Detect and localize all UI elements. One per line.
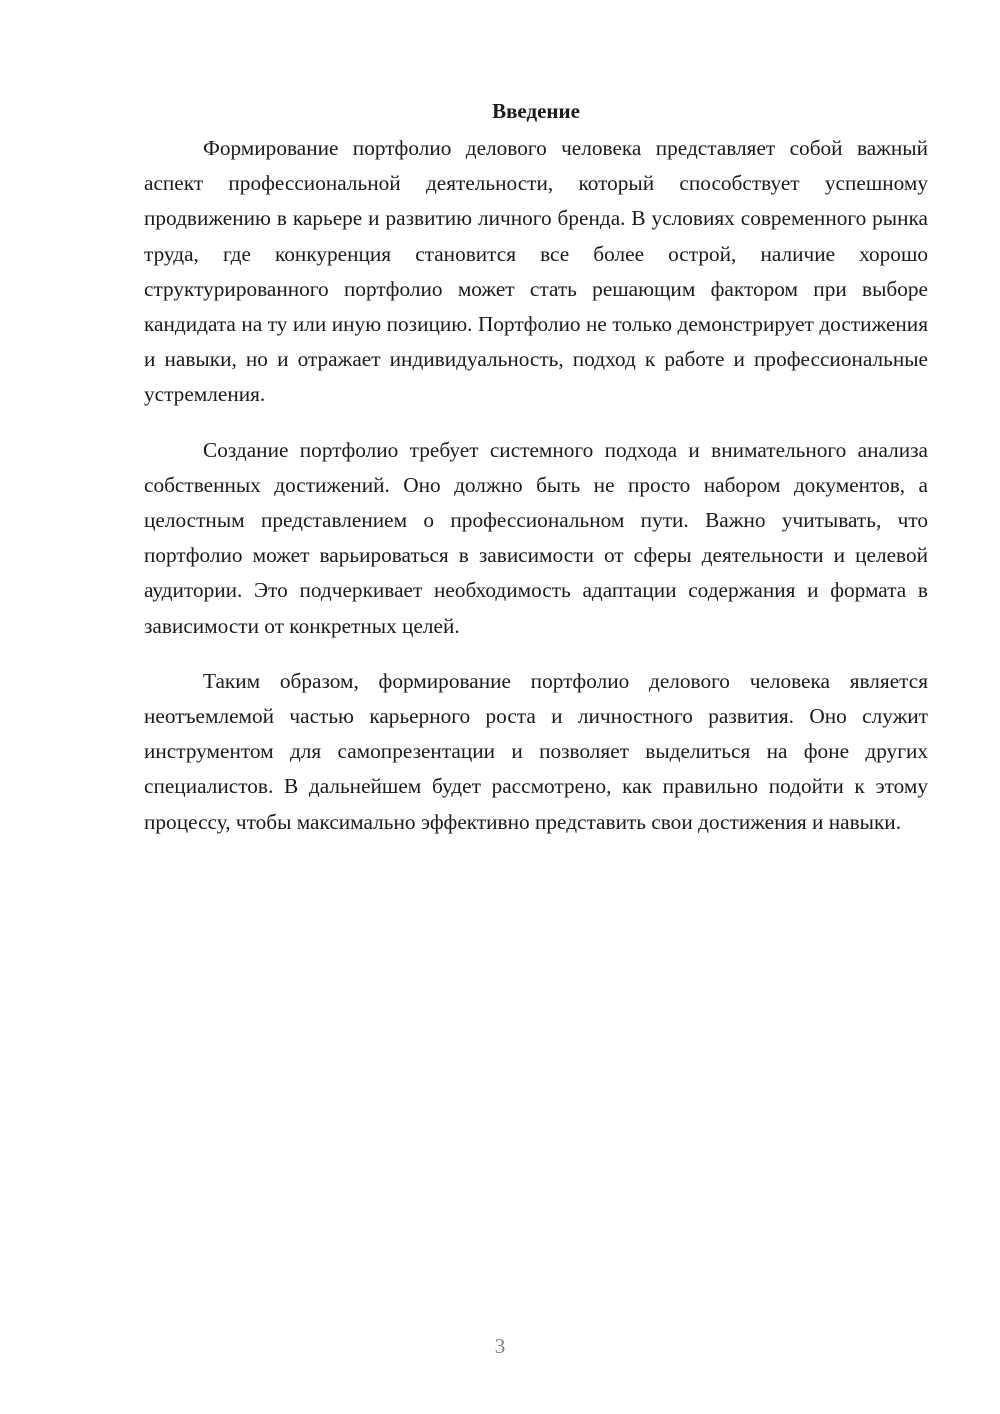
section-title: Введение <box>492 99 580 123</box>
paragraph-2: Создание портфолио требует системного подхода и внимательного анализа собственных достижений. Оно должно быть не просто набором документов, а целостным представлением о профессиональном пути. Важно учитывать, что портфолио может варьироваться в зависимости от сферы деятельности и целевой аудитории. Это подчеркивает необходимость адаптации содержания и формата в зависимости от конкретных целей. <box>144 437 928 638</box>
paragraph-3: Таким образом, формирование портфолио делового человека является неотъемлемой частью карьерного роста и личностного развития. Оно служит инструментом для самопрезентации и позволяет выделиться на фоне других специалистов. В дальнейшем будет рассмотрено, как правильно подойти к этому процессу, чтобы максимально эффективно представить свои достижения и навыки. <box>144 668 928 834</box>
page-content <box>144 96 928 840</box>
page-number: 3 <box>494 1334 506 1358</box>
paragraph-1: Формирование портфолио делового человека представляет собой важный аспект профессиональной деятельности, который способствует успешному продвижению в карьере и развитию личного бренда. В условиях современного рынка труда, где конкуренция становится все более острой, наличие хорошо структурированного портфолио может стать решающим фактором при выборе кандидата на ту или иную позицию. Портфолио не только демонстрирует достижения и навыки, но и отражает индивидуальность, подход к работе и профессиональные устремления. <box>144 136 928 407</box>
